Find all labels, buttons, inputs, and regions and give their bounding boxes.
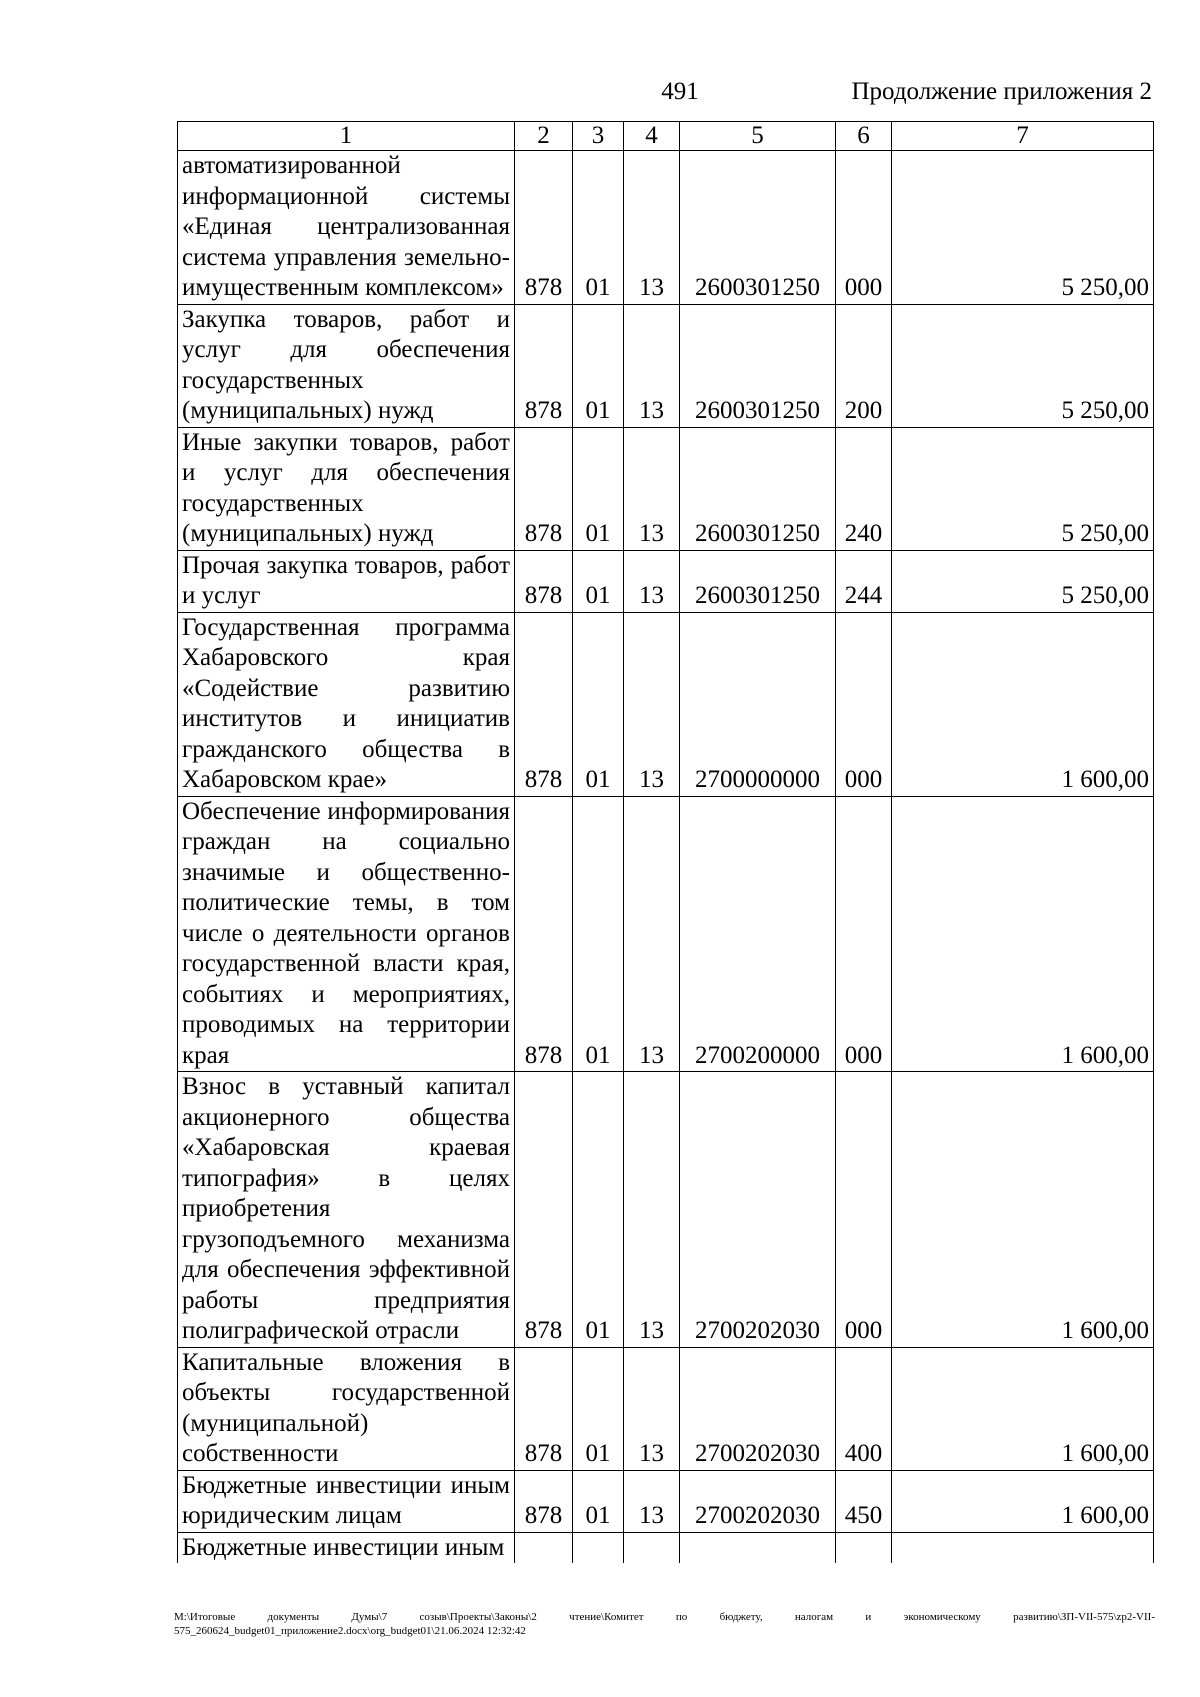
admin-code: 878	[515, 1347, 573, 1470]
expense-type-code: 000	[836, 151, 892, 305]
table-row	[178, 550, 1154, 612]
item-name: Бюджетные инвестиции иным юридическим лицам	[178, 1470, 515, 1532]
subsection-code: 13	[624, 1347, 680, 1470]
item-name: Закупка товаров, работ и услуг для обеспечения государственных (муниципальных) нужд	[178, 304, 515, 427]
target-article-code: 2700202030	[680, 1470, 836, 1532]
target-article-code: 2700202030	[680, 1347, 836, 1470]
section-code: 01	[573, 612, 624, 796]
subsection-code: 13	[624, 427, 680, 550]
target-article-code: 2600301250	[680, 151, 836, 305]
amount: 1 600,00	[892, 1470, 1154, 1532]
expense-type-code: 450	[836, 1470, 892, 1532]
section-code: 01	[573, 304, 624, 427]
column-number-row	[178, 122, 1154, 151]
admin-code: 878	[515, 151, 573, 305]
column-header: 2	[515, 122, 573, 151]
subsection-code	[624, 1532, 680, 1563]
section-code: 01	[573, 427, 624, 550]
column-header: 7	[892, 122, 1154, 151]
column-header: 3	[573, 122, 624, 151]
amount: 5 250,00	[892, 550, 1154, 612]
subsection-code: 13	[624, 1072, 680, 1348]
subsection-code: 13	[624, 304, 680, 427]
section-code: 01	[573, 1347, 624, 1470]
item-name: Капитальные вложения в объекты государственной (муниципальной) собственности	[178, 1347, 515, 1470]
table-row-continued	[178, 1532, 1154, 1563]
column-header: 1	[178, 122, 515, 151]
table-row	[178, 796, 1154, 1072]
section-code	[573, 1532, 624, 1563]
admin-code: 878	[515, 1072, 573, 1348]
item-name: Прочая закупка товаров, работ и услуг	[178, 550, 515, 612]
column-header: 6	[836, 122, 892, 151]
table-row	[178, 612, 1154, 796]
admin-code: 878	[515, 550, 573, 612]
subsection-code: 13	[624, 1470, 680, 1532]
continuation-label: Продолжение приложения 2	[851, 78, 1152, 105]
section-code: 01	[573, 1470, 624, 1532]
subsection-code: 13	[624, 612, 680, 796]
expense-type-code: 000	[836, 796, 892, 1072]
admin-code	[515, 1532, 573, 1563]
target-article-code: 2700000000	[680, 612, 836, 796]
section-code: 01	[573, 1072, 624, 1348]
table-row	[178, 304, 1154, 427]
admin-code: 878	[515, 796, 573, 1072]
budget-table	[177, 121, 1154, 1563]
item-name: Обеспечение информирования граждан на социально значимые и общественно-политические темы, в том числе о деятельности органов государственной власти края, событиях и мероприятиях, проводимых на территории края	[178, 796, 515, 1072]
expense-type-code: 000	[836, 1072, 892, 1348]
expense-type-code: 000	[836, 612, 892, 796]
expense-type-code: 240	[836, 427, 892, 550]
admin-code: 878	[515, 304, 573, 427]
target-article-code: 2700200000	[680, 796, 836, 1072]
expense-type-code: 200	[836, 304, 892, 427]
section-code: 01	[573, 151, 624, 305]
amount: 1 600,00	[892, 1347, 1154, 1470]
amount: 5 250,00	[892, 151, 1154, 305]
item-name: Государственная программа Хабаровского края «Содействие развитию институтов и инициатив гражданского общества в Хабаровском крае»	[178, 612, 515, 796]
table-row	[178, 1072, 1154, 1348]
table-row	[178, 427, 1154, 550]
expense-type-code	[836, 1532, 892, 1563]
expense-type-code: 400	[836, 1347, 892, 1470]
target-article-code	[680, 1532, 836, 1563]
file-path-footer: M:\Итоговые документы Думы\7 созыв\Проекты\Законы\2 чтение\Комитет по бюджету, налогам и экономическому развитию\ЗП-VII-575\zp2-VII-575_260624_budget01_приложение2.docx\org_budget01\21.06.2024 12:32:42	[174, 1611, 1155, 1637]
target-article-code: 2600301250	[680, 550, 836, 612]
admin-code: 878	[515, 427, 573, 550]
item-name: Бюджетные инвестиции иным	[178, 1532, 515, 1563]
amount: 1 600,00	[892, 612, 1154, 796]
page-number: 491	[661, 78, 699, 105]
column-header: 4	[624, 122, 680, 151]
target-article-code: 2700202030	[680, 1072, 836, 1348]
admin-code: 878	[515, 612, 573, 796]
target-article-code: 2600301250	[680, 304, 836, 427]
amount: 5 250,00	[892, 304, 1154, 427]
item-name: автоматизированной информационной системы «Единая централизованная система управления земельно-имущественным комплексом»	[178, 151, 515, 305]
subsection-code: 13	[624, 151, 680, 305]
subsection-code: 13	[624, 550, 680, 612]
amount: 1 600,00	[892, 796, 1154, 1072]
table-row	[178, 1470, 1154, 1532]
table-row	[178, 1347, 1154, 1470]
section-code: 01	[573, 796, 624, 1072]
expense-type-code: 244	[836, 550, 892, 612]
amount: 5 250,00	[892, 427, 1154, 550]
section-code: 01	[573, 550, 624, 612]
subsection-code: 13	[624, 796, 680, 1072]
item-name: Взнос в уставный капитал акционерного общества «Хабаровская краевая типография» в целях приобретения грузоподъемного механизма для обеспечения эффективной работы предприятия полиграфической отрасли	[178, 1072, 515, 1348]
table-row	[178, 151, 1154, 305]
amount: 1 600,00	[892, 1072, 1154, 1348]
item-name: Иные закупки товаров, работ и услуг для обеспечения государственных (муниципальных) нужд	[178, 427, 515, 550]
amount	[892, 1532, 1154, 1563]
column-header: 5	[680, 122, 836, 151]
admin-code: 878	[515, 1470, 573, 1532]
target-article-code: 2600301250	[680, 427, 836, 550]
